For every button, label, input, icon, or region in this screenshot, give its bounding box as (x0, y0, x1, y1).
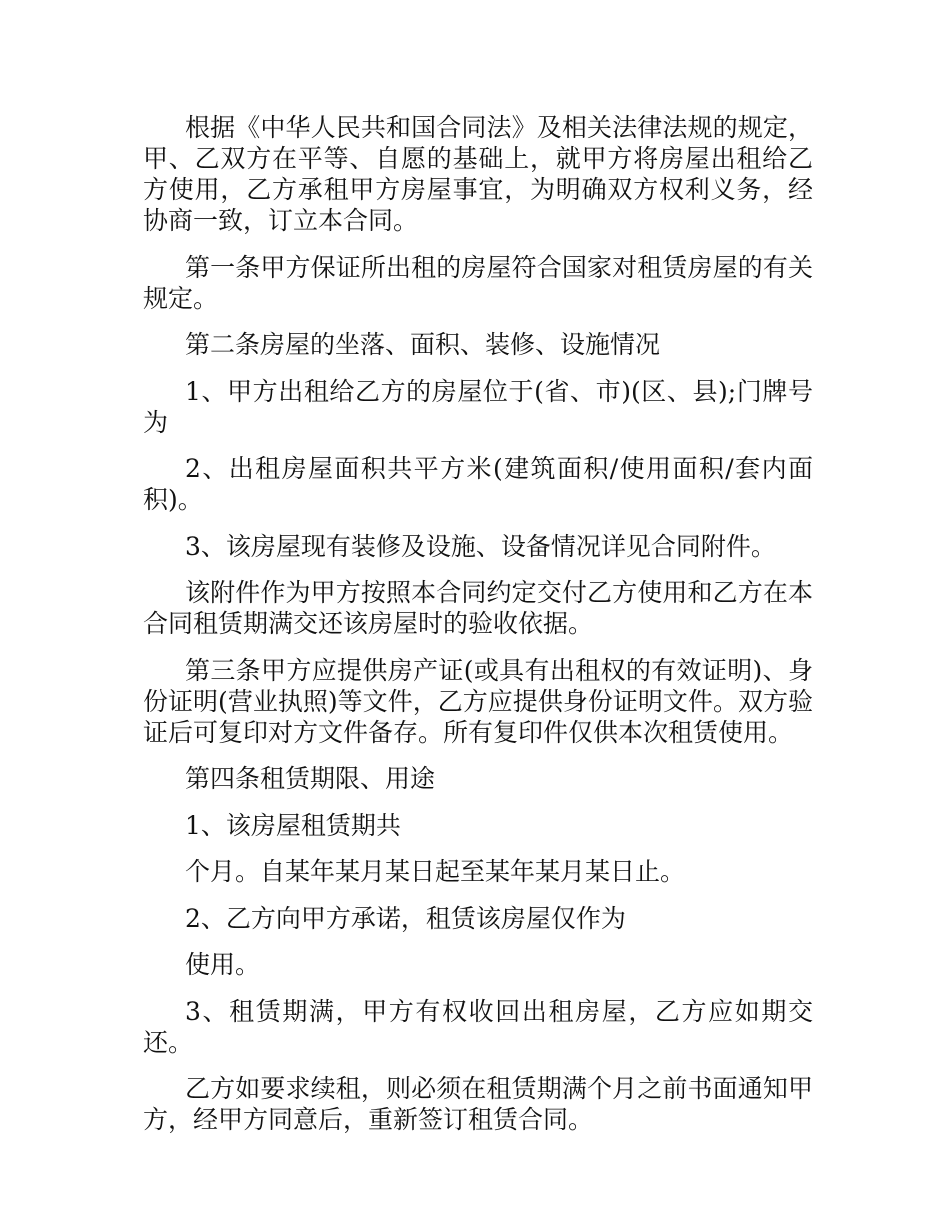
document-body (143, 112, 813, 1151)
paragraph-lease-period: 个月。自某年某月某日起至某年某月某日止。 (185, 857, 686, 886)
paragraph-article-2-item-3: 3、该房屋现有装修及设施、设备情况详见合同附件。 (185, 531, 776, 561)
paragraph-attachment-note: 该附件作为甲方按照本合同约定交付乙方使用和乙方在本合同租赁期满交还该房屋时的验收依据。 (143, 578, 813, 638)
paragraph-article-2-item-2: 2、出租房屋面积共平方米(建筑面积/使用面积/套内面积)。 (143, 454, 813, 514)
paragraph-article-1: 第一条甲方保证所出租的房屋符合国家对租赁房屋的有关规定。 (143, 252, 813, 313)
paragraph-usage: 使用。 (185, 950, 261, 979)
paragraph-article-4-item-2: 2、乙方向甲方承诺，租赁该房屋仅作为 (185, 903, 626, 933)
paragraph-article-4-item-1: 1、该房屋租赁期共 (185, 810, 401, 840)
paragraph-article-3: 第三条甲方应提供房产证(或具有出租权的有效证明)、身份证明(营业执照)等文件，乙方应提供身份证明文件。双方验证后可复印对方文件备存。所有复印件仅供本次租赁使用。 (143, 655, 813, 747)
paragraph-article-4-heading: 第四条租赁期限、用途 (185, 764, 436, 793)
paragraph-article-2-item-1: 1、甲方出租给乙方的房屋位于(省、市)(区、县);门牌号为 (143, 376, 813, 437)
paragraph-renewal: 乙方如要求续租，则必须在租赁期满个月之前书面通知甲方，经甲方同意后，重新签订租赁合同。 (143, 1074, 813, 1134)
paragraph-article-4-item-3: 3、租赁期满，甲方有权收回出租房屋，乙方应如期交还。 (143, 996, 813, 1057)
paragraph-preamble: 根据《中华人民共和国合同法》及相关法律法规的规定，甲、乙双方在平等、自愿的基础上，就甲方将房屋出租给乙方使用，乙方承租甲方房屋事宜，为明确双方权利义务，经协商一致，订立本合同。 (143, 113, 813, 235)
paragraph-article-2-heading: 第二条房屋的坐落、面积、装修、设施情况 (185, 330, 661, 359)
